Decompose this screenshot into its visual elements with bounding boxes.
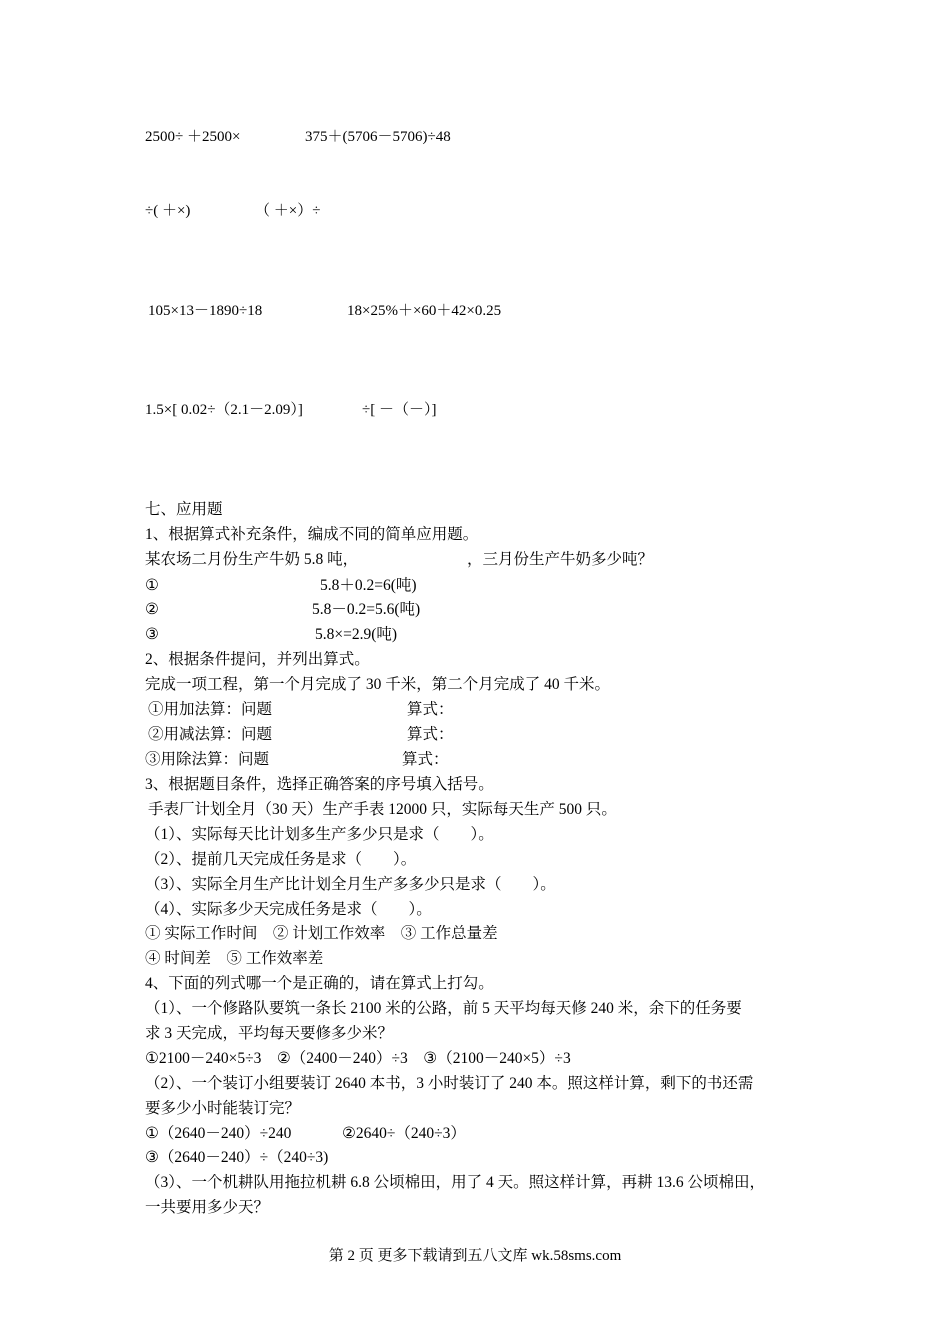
q4-p2-line1: （2）、一个装订小组要装订 2640 本书，3 小时装订了 240 本。照这样计算，剩下的书还需	[145, 1075, 754, 1092]
section-title: 七、应用题	[145, 501, 223, 518]
calc-3-right: 18×25%＋×60＋42×0.25	[347, 303, 502, 319]
calc-2-left: ÷( ＋×)	[145, 203, 191, 219]
q2-stem: 完成一项工程，第一个月完成了 30 千米，第二个月完成了 40 千米。	[145, 676, 611, 693]
calc-1-right: 375＋(5706－5706)÷48	[305, 129, 451, 145]
q1-stem-b: ，三月份生产牛奶多少吨？	[467, 551, 654, 568]
q3-stem: 手表厂计划全月（30 天）生产手表 12000 只，实际每天生产 500 只。	[148, 801, 617, 818]
q3-item-2: （2）、提前几天完成任务是求（ ）。	[145, 851, 417, 868]
q4-p3-line2: 一共要用多少天？	[145, 1199, 270, 1216]
q4-p2-line2: 要多少小时能装订完？	[145, 1100, 301, 1117]
q4-p2-option-3: ③（2640－240）÷（240÷3)	[145, 1149, 329, 1166]
q1-item-2-formula: 5.8－0.2=5.6(吨)	[312, 601, 421, 618]
q1-title: 1、根据算式补充条件，编成不同的简单应用题。	[145, 526, 479, 543]
calc-1-left: 2500÷ ＋2500×	[145, 129, 241, 145]
q2-item-3-formula: 算式：	[402, 751, 449, 768]
q4-p1-line1: （1）、一个修路队要筑一条长 2100 米的公路，前 5 天平均每天修 240 米，余下的任务要	[145, 1000, 742, 1017]
q2-title: 2、根据条件提问，并列出算式。	[145, 651, 370, 668]
q4-p2-option-2: ②2640÷（240÷3）	[342, 1125, 466, 1142]
calc-4-left: 1.5×[ 0.02÷（2.1－2.09）]	[145, 402, 303, 418]
q3-item-1: （1）、实际每天比计划多生产多少只是求（ ）。	[145, 826, 494, 843]
calc-3-left: 105×13－1890÷18	[148, 303, 263, 319]
q4-title: 4、下面的列式哪一个是正确的，请在算式上打勾。	[145, 975, 494, 992]
q3-title: 3、根据题目条件，选择正确答案的序号填入括号。	[145, 776, 494, 793]
q1-item-1-formula: 5.8＋0.2=6(吨)	[320, 577, 417, 594]
q1-stem-a: 某农场二月份生产牛奶 5.8 吨，	[145, 551, 359, 568]
q1-item-2-mark: ②	[145, 601, 159, 618]
q3-options-2: ④ 时间差 ⑤ 工作效率差	[145, 950, 324, 967]
page-footer: 第 2 页 更多下载请到五八文库 wk.58sms.com	[328, 1248, 622, 1264]
q4-p1-options: ①2100－240×5÷3 ②（2400－240）÷3 ③（2100－240×5）÷3	[145, 1050, 571, 1067]
q1-item-3-formula: 5.8×=2.9(吨)	[315, 626, 398, 643]
q3-item-4: （4）、实际多少天完成任务是求（ ）。	[145, 901, 432, 918]
q2-item-1-label: ①用加法算：问题	[148, 701, 273, 718]
q3-options-1: ① 实际工作时间 ② 计划工作效率 ③ 工作总量差	[145, 925, 498, 942]
q1-item-3-mark: ③	[145, 626, 159, 643]
q4-p3-line1: （3）、一个机耕队用拖拉机耕 6.8 公顷棉田，用了 4 天。照这样计算，再耕 13.6 公顷棉田，	[145, 1174, 766, 1191]
q2-item-1-formula: 算式：	[407, 701, 454, 718]
q3-item-3: （3）、实际全月生产比计划全月生产多多少只是求（ ）。	[145, 876, 556, 893]
q2-item-2-formula: 算式：	[407, 726, 454, 743]
calc-4-right: ÷[ －（－）]	[362, 402, 437, 418]
q1-item-1-mark: ①	[145, 577, 159, 594]
calc-2-right: （ ＋×）÷	[255, 203, 321, 219]
q4-p1-line2: 求 3 天完成，平均每天要修多少米？	[145, 1025, 394, 1042]
q2-item-2-label: ②用减法算：问题	[148, 726, 273, 743]
q4-p2-option-1: ①（2640－240）÷240	[145, 1125, 292, 1142]
q2-item-3-label: ③用除法算：问题	[145, 751, 270, 768]
